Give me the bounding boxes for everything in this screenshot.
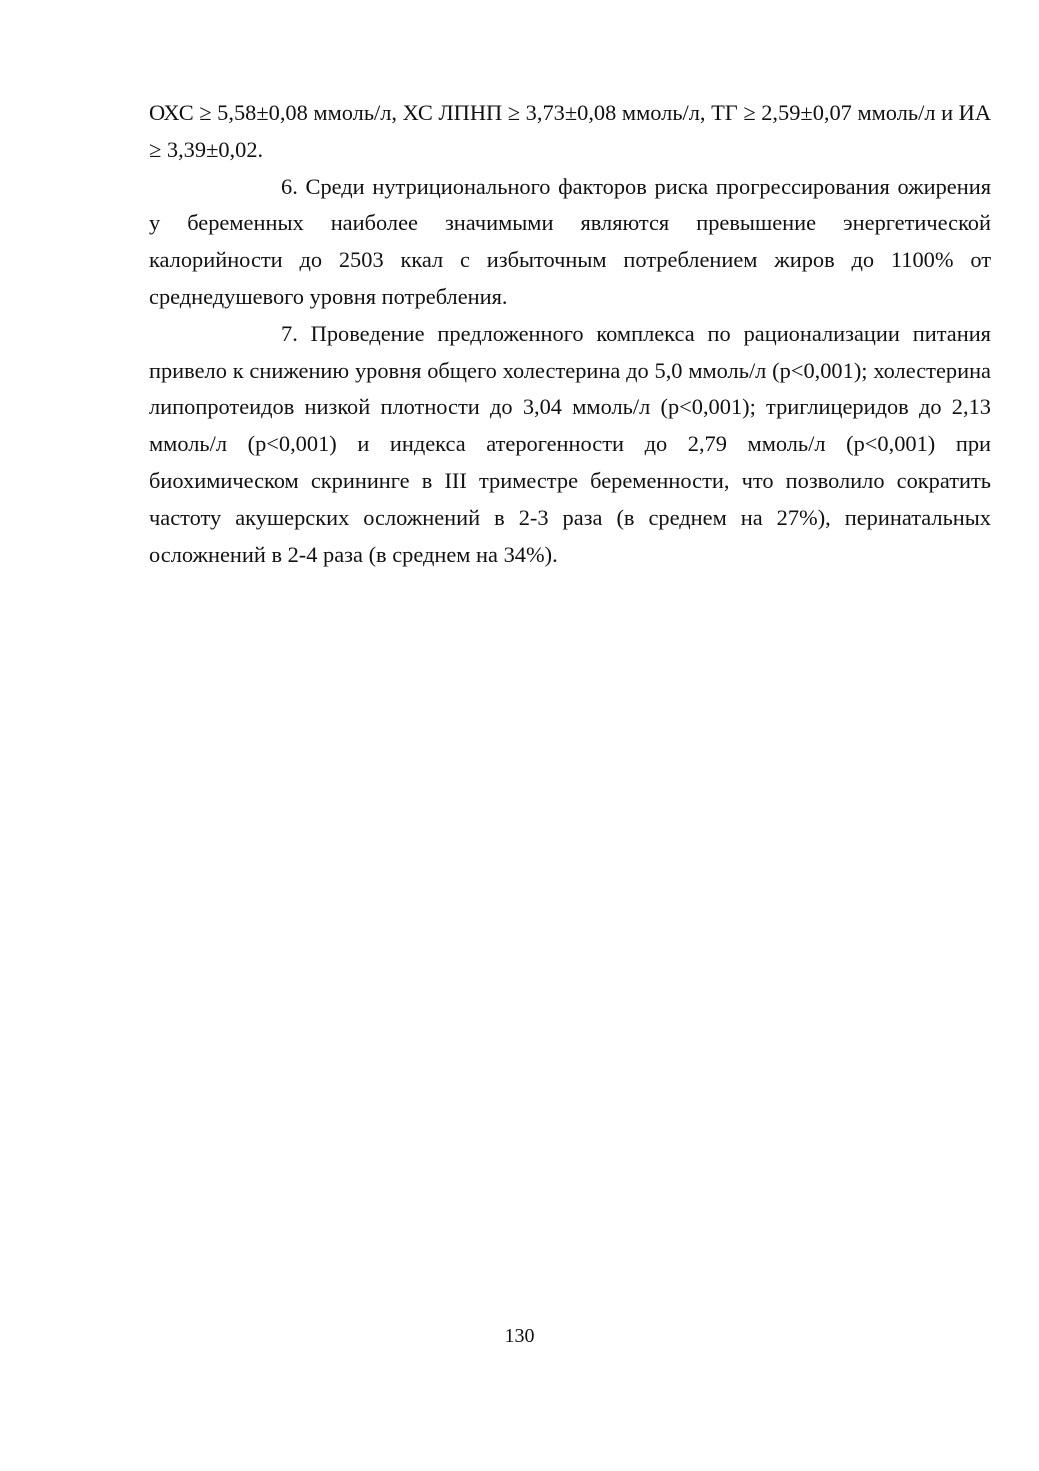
item-text: Проведение предложенного комплекса по рационализации питания привело к снижению уровня общего холестерина до 5,0 ммоль/л (р<0,001); холестерина липопротеидов низкой плотности до 3,04 ммоль/л (р<0,001); триглицеридов до 2,13 ммоль/л (р<0,001) и индекса атерогенности до 2,79 ммоль/л (р<0,001) при биохимическом скрининге в III триместре беременности, что позволило сократить частоту акушерских осложнений в 2-3 раза (в среднем на 27%), перинатальных осложнений в 2-4 раза (в среднем на 34%). (149, 320, 991, 567)
list-item-7 (149, 316, 991, 574)
page-number: 130 (504, 1325, 535, 1347)
item-number: 6. (281, 173, 298, 199)
item-number: 7. (281, 320, 298, 346)
continuation-paragraph: ОХС ≥ 5,58±0,08 ммоль/л, ХС ЛПНП ≥ 3,73±0,08 ммоль/л, ТГ ≥ 2,59±0,07 ммоль/л и ИА ≥ 3,39±0,02. (149, 100, 992, 162)
item-text: Среди нутриционального факторов риска прогрессирования ожирения у беременных наиболее значимыми являются превышение энергетической калорийности до 2503 ккал с избыточным потреблением жиров до 1100% от среднедушевого уровня потребления. (149, 173, 991, 309)
body-text (149, 95, 991, 573)
list-item-6 (149, 169, 991, 316)
